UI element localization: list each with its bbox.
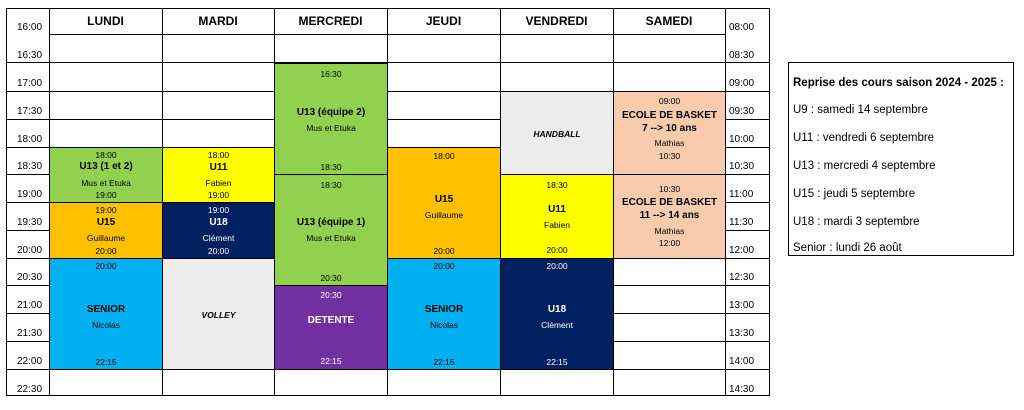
- course-coach: Mus et Etuka: [306, 123, 356, 133]
- time-label-right: 08:00: [729, 22, 755, 33]
- course-block-vendredi-handball: [500, 91, 614, 175]
- time-label: 17:00: [17, 78, 43, 89]
- course-title: SENIOR: [424, 304, 464, 315]
- course-coach: Nicolas: [430, 320, 458, 330]
- course-block-jeudi-senior: [387, 258, 501, 370]
- course-start: 19:00: [207, 205, 230, 215]
- info-title: Reprise des cours saison 2024 - 2025 :: [793, 77, 1004, 89]
- course-start: 18:30: [546, 180, 568, 190]
- course-block-mercredi-detente: [274, 285, 388, 370]
- course-start: 18:00: [433, 151, 455, 161]
- info-line: U15 : jeudi 5 septembre: [793, 188, 916, 200]
- course-end: 22:15: [546, 357, 568, 367]
- course-start: 20:00: [95, 261, 117, 271]
- time-label-right: 14:00: [729, 356, 755, 367]
- course-end: 20:00: [546, 245, 568, 255]
- course-title: U15: [96, 217, 116, 228]
- course-end: 20:30: [320, 273, 342, 283]
- time-label-right: 13:30: [729, 328, 755, 339]
- course-end: 20:00: [95, 246, 117, 256]
- reprise-info-box: [788, 62, 1014, 256]
- course-start: 10:30: [658, 184, 681, 194]
- info-line: U18 : mardi 3 septembre: [793, 216, 920, 228]
- course-coach: Clément: [541, 320, 573, 330]
- course-block-mercredi-u13-equipe2: [274, 63, 388, 175]
- course-block-samedi-ecole-7-10: [613, 91, 726, 175]
- info-line: Senior : lundi 26 août: [793, 242, 902, 254]
- course-block-mardi-volley: [162, 258, 275, 370]
- day-header-jeudi: JEUDI: [425, 14, 462, 28]
- course-end: 12:00: [658, 238, 681, 248]
- time-label-right: 10:30: [729, 161, 755, 172]
- course-end: 22:15: [95, 357, 117, 367]
- course-title: U13 (équipe 2): [296, 107, 366, 118]
- time-label-right: 10:00: [729, 134, 755, 145]
- course-start: 09:00: [658, 96, 681, 106]
- course-coach: Mathias: [654, 138, 685, 148]
- time-label: 20:00: [17, 245, 43, 256]
- grid-line: [49, 34, 726, 35]
- course-end: 22:15: [433, 357, 455, 367]
- course-end: 20:00: [433, 246, 455, 256]
- course-end: 10:30: [658, 151, 681, 161]
- course-coach: Mus et Etuka: [306, 233, 356, 243]
- course-start: 19:00: [95, 205, 117, 215]
- course-start: 16:30: [320, 69, 342, 79]
- course-block-jeudi-u15: [387, 147, 501, 259]
- info-line: U13 : mercredi 4 septembre: [793, 160, 936, 172]
- course-end: 18:30: [320, 162, 342, 172]
- course-block-mardi-u18: [162, 202, 275, 259]
- course-title: U18: [547, 304, 567, 315]
- course-end: 20:00: [207, 246, 230, 256]
- course-title: U11: [209, 162, 228, 173]
- time-label-right: 12:00: [729, 245, 755, 256]
- course-age-range: 7 --> 10 ans: [642, 123, 697, 134]
- time-label: 19:30: [17, 217, 43, 228]
- time-label: 18:00: [17, 134, 43, 145]
- course-block-mardi-u11: [162, 147, 275, 203]
- time-label-right: 12:30: [729, 272, 755, 283]
- course-end: 19:00: [207, 190, 230, 200]
- course-title: HANDBALL: [533, 129, 581, 139]
- course-coach: Clément: [202, 233, 235, 243]
- time-label: 22:00: [17, 356, 43, 367]
- course-end: 22:15: [320, 356, 342, 366]
- course-coach: Guillaume: [424, 210, 464, 220]
- course-title: U11: [548, 204, 566, 215]
- time-label: 19:00: [17, 189, 43, 200]
- course-title: U13 (équipe 1): [296, 217, 366, 228]
- grid-line: [7, 62, 769, 63]
- time-label-right: 13:00: [729, 300, 755, 311]
- course-block-mercredi-u13-equipe1: [274, 174, 388, 286]
- course-start: 20:00: [546, 261, 568, 271]
- course-coach: Guillaume: [86, 233, 126, 243]
- course-coach: Fabien: [205, 178, 232, 188]
- day-header-mercredi: MERCREDI: [298, 14, 363, 28]
- info-line: U11 : vendredi 6 septembre: [793, 132, 935, 144]
- course-title: VOLLEY: [201, 310, 236, 320]
- time-label: 18:30: [17, 161, 43, 172]
- course-title: ECOLE DE BASKET: [621, 197, 717, 208]
- time-label-right: 09:30: [729, 106, 755, 117]
- course-block-samedi-ecole-11-14: [613, 174, 726, 259]
- time-label: 17:30: [17, 106, 43, 117]
- day-header-vendredi: VENDREDI: [525, 14, 588, 28]
- course-coach: Nicolas: [92, 320, 120, 330]
- course-block-lundi-senior: [49, 258, 163, 370]
- course-age-range: 11 --> 14 ans: [639, 210, 700, 221]
- course-title: U18: [209, 217, 228, 228]
- course-block-vendredi-u18: [500, 258, 614, 370]
- time-label-right: 11:00: [729, 189, 754, 200]
- time-label: 16:00: [17, 22, 43, 33]
- course-start: 20:00: [433, 261, 455, 271]
- course-coach: Mathias: [654, 226, 685, 236]
- info-line: U9 : samedi 14 septembre: [793, 104, 928, 116]
- course-title: U15: [434, 194, 454, 205]
- course-block-lundi-u15: [49, 202, 163, 259]
- time-label: 22:30: [17, 384, 43, 395]
- course-start: 18:00: [207, 150, 230, 160]
- course-start: 18:00: [95, 150, 117, 160]
- time-label-right: 11:30: [729, 217, 754, 228]
- time-label: 21:30: [17, 328, 43, 339]
- time-label-right: 09:00: [729, 78, 755, 89]
- course-title: U13 (1 et 2): [79, 161, 133, 172]
- day-header-mardi: MARDI: [198, 14, 238, 28]
- course-coach: Mus et Etuka: [81, 178, 131, 188]
- course-title: DETENTE: [307, 315, 355, 326]
- time-label-right: 14:30: [729, 384, 755, 395]
- day-header-lundi: LUNDI: [87, 14, 124, 28]
- course-block-lundi-u13: [49, 147, 163, 203]
- time-label: 20:30: [17, 272, 43, 283]
- course-title: SENIOR: [86, 304, 126, 315]
- schedule-grid: [6, 8, 770, 396]
- time-label: 21:00: [17, 300, 43, 311]
- course-end: 19:00: [95, 190, 117, 200]
- day-header-samedi: SAMEDI: [645, 14, 693, 28]
- course-start: 20:30: [320, 290, 342, 300]
- course-title: ECOLE DE BASKET: [621, 110, 717, 121]
- course-block-vendredi-u11: [500, 174, 614, 259]
- time-label: 16:30: [17, 50, 43, 61]
- time-label-right: 08:30: [729, 50, 755, 61]
- course-coach: Fabien: [544, 220, 570, 230]
- course-start: 18:30: [320, 180, 342, 190]
